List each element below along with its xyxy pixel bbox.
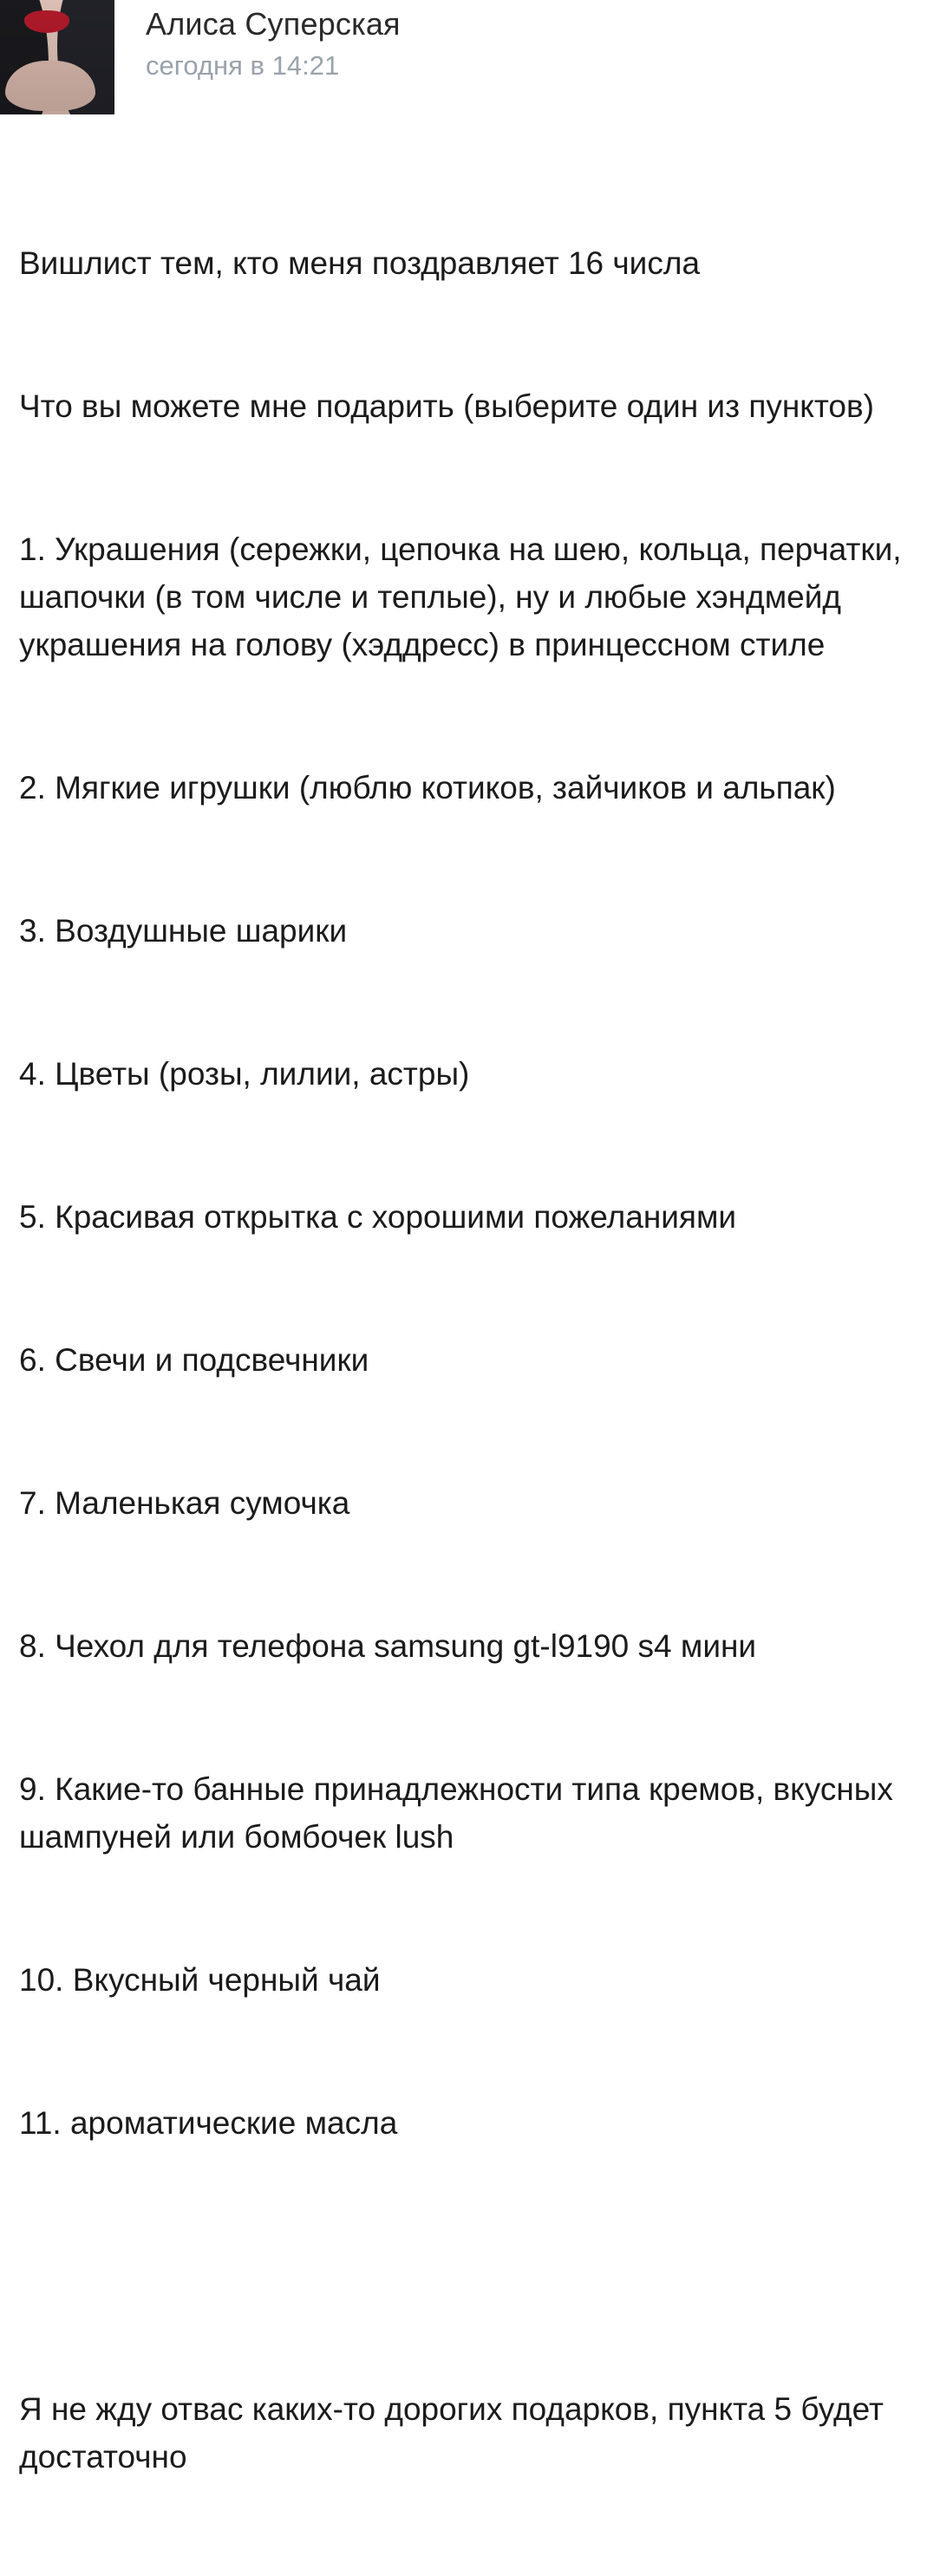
avatar-shading xyxy=(0,0,114,114)
post-line-closing: Я не жду отвас каких-то дорогих подарков, пункта 5 будет достаточно xyxy=(19,2391,893,2475)
post-line-item-8: 8. Чехол для телефона samsung gt-l9190 s4 мини xyxy=(19,1628,757,1664)
avatar[interactable] xyxy=(0,0,114,114)
post-line-item-3: 3. Воздушные шарики xyxy=(19,913,348,949)
post-line-item-6: 6. Свечи и подсвечники xyxy=(19,1342,369,1378)
post-line-item-10: 10. Вкусный черный чай xyxy=(19,1962,381,1998)
post-header xyxy=(0,0,927,114)
post-line-item-7: 7. Маленькая сумочка xyxy=(19,1485,350,1521)
post-line-intro: Что вы можете мне подарить (выберите один из пунктов) xyxy=(19,388,874,424)
post-text xyxy=(0,114,927,2576)
paragraph-spacer xyxy=(19,2242,908,2290)
author-name[interactable]: Алиса Суперская xyxy=(146,6,401,42)
post-line-item-4: 4. Цветы (розы, лилии, астры) xyxy=(19,1056,470,1092)
post-line-item-2: 2. Мягкие игрушки (люблю котиков, зайчиков и альпак) xyxy=(19,770,836,805)
post-line-item-9: 9. Какие-то банные принадлежности типа кремов, вкусных шампуней или бомбочек lush xyxy=(19,1771,903,1855)
post-timestamp[interactable]: сегодня в 14:21 xyxy=(146,50,340,81)
post-line-title: Вишлист тем, кто меня поздравляет 16 числа xyxy=(19,245,701,281)
post-header-text xyxy=(114,0,401,83)
post-line-item-1: 1. Украшения (сережки, цепочка на шею, кольца, перчатки, шапочки (в том числе и теплые), ну и любые хэндмейд украшения на голову (хэддресс) в принцессном стиле xyxy=(19,532,911,662)
post-line-item-5: 5. Красивая открытка с хорошими пожеланиями xyxy=(19,1199,737,1235)
post-line-item-11: 11. ароматические масла xyxy=(19,2105,398,2141)
